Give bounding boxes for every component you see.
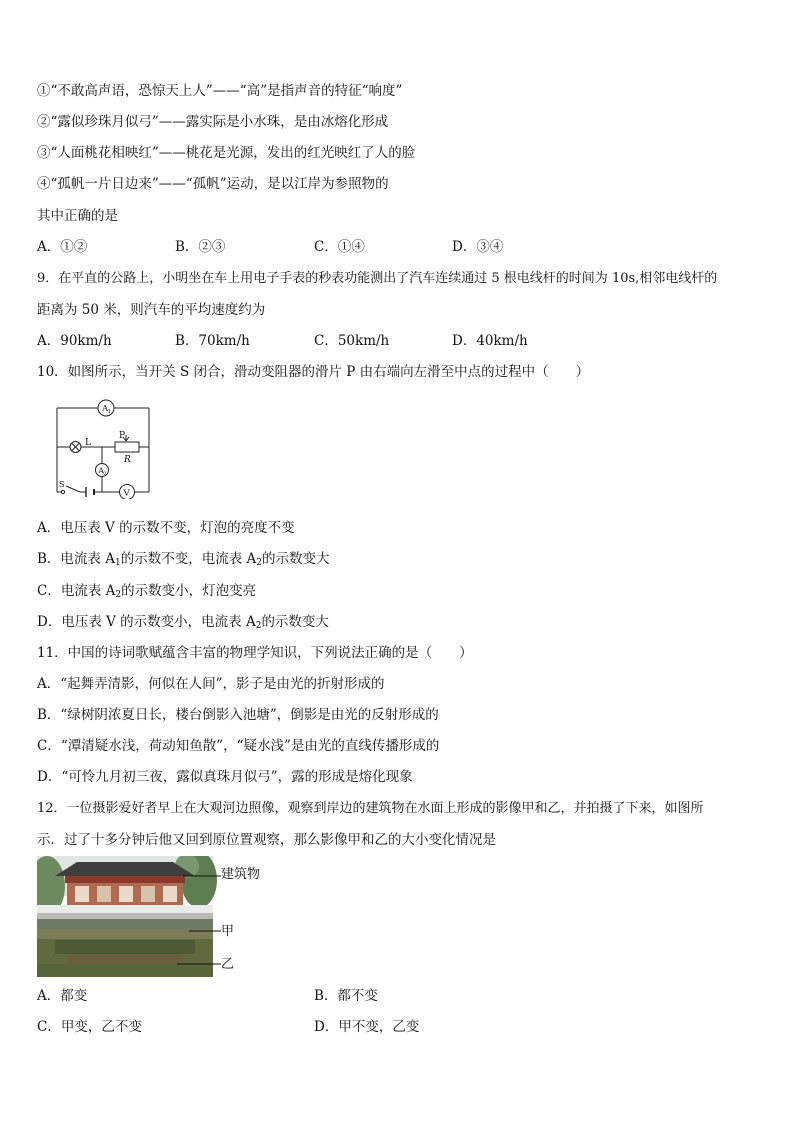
q11-stem: 11．中国的诗词歌赋蕴含丰富的物理学知识，下列说法正确的是（ ）	[37, 645, 473, 661]
q12-option-c[interactable]: C．甲变，乙不变	[37, 1019, 142, 1035]
q9-option-b[interactable]: B．70km/h	[175, 333, 250, 349]
q12-option-d[interactable]: D．甲不变，乙变	[314, 1019, 420, 1035]
q9-option-c[interactable]: C．50km/h	[314, 333, 390, 349]
q8-statement-1: ①“不敢高声语，恐惊天上人”——“高”是指声音的特征“响度”	[37, 83, 403, 99]
q12-option-a[interactable]: A．都变	[37, 988, 88, 1004]
building-reflection-photo	[37, 856, 273, 978]
q8-option-d[interactable]: D．③④	[452, 239, 504, 255]
svg-text:1: 1	[107, 409, 111, 415]
q9-option-a[interactable]: A．90km/h	[37, 333, 112, 349]
q8-option-c[interactable]: C．①④	[314, 239, 365, 255]
circuit-diagram	[50, 395, 156, 499]
jia-label: 甲	[221, 924, 235, 939]
q10-option-d[interactable]: D．电压表 V 的示数变小，电流表 $A_2$的示数变大	[37, 614, 329, 631]
q9-stem-line-2: 距离为 50 米，则汽车的平均速度约为	[37, 302, 266, 318]
q8-option-b[interactable]: B．②③	[175, 239, 226, 255]
q11-option-b[interactable]: B．“绿树阴浓夏日长，楼台倒影入池塘”，倒影是由光的反射形成的	[37, 707, 439, 723]
q11-option-c[interactable]: C．“潭清疑水浅，荷动知鱼散”，“疑水浅”是由光的直线传播形成的	[37, 738, 440, 754]
q12-stem-line-2: 示．过了十多分钟后他又回到原位置观察，那么影像甲和乙的大小变化情况是	[37, 832, 496, 848]
building-label: 建筑物	[221, 867, 261, 882]
q8-prompt: 其中正确的是	[37, 208, 118, 224]
q12-option-b[interactable]: B．都不变	[314, 988, 378, 1004]
r-label: R	[124, 455, 131, 465]
q11-option-d[interactable]: D．“可怜九月初三夜，露似真珠月似弓”，露的形成是熔化现象	[37, 769, 413, 785]
q8-statement-2: ②“露似珍珠月似弓”——露实际是小水珠，是由冰熔化形成	[37, 114, 389, 130]
q10-option-a[interactable]: A．电压表 V 的示数不变，灯泡的亮度不变	[37, 520, 295, 536]
v-letter: V	[123, 488, 130, 499]
s-label: S	[59, 480, 65, 489]
a2-letter: A	[98, 466, 104, 475]
q8-statement-4: ④“孤帆一片日边来”——“孤帆”运动，是以江岸为参照物的	[37, 176, 389, 192]
q9-stem-line-1: 9．在平直的公路上，小明坐在车上用电子手表的秒表功能测出了汽车连续通过 5 根电线杆的时间为 10s,相邻电线杆的	[37, 271, 718, 286]
q10-option-b[interactable]: B．电流表 $A_1$的示数不变，电流表 $A_2$的示数变大	[37, 551, 330, 568]
q10-stem: 10．如图所示，当开关 S 闭合，滑动变阻器的滑片 P 由右端向左滑至中点的过程中（ ）	[37, 364, 590, 380]
svg-text:2: 2	[103, 471, 107, 477]
q8-statement-3: ③“人面桃花相映红”——桃花是光源，发出的红光映红了人的脸	[37, 145, 416, 161]
q8-option-a[interactable]: A．①②	[37, 239, 88, 255]
l-label: L	[85, 438, 91, 448]
q11-option-a[interactable]: A．“起舞弄清影，何似在人间”，影子是由光的折射形成的	[37, 676, 385, 692]
yi-label: 乙	[221, 957, 235, 972]
q9-option-d[interactable]: D．40km/h	[452, 333, 528, 349]
q12-stem-line-1: 12．一位摄影爱好者早上在大观河边照像，观察到岸边的建筑物在水面上形成的影像甲和乙，并拍摄了下来，如图所	[37, 801, 704, 816]
p-label: P	[119, 431, 126, 441]
q10-option-c[interactable]: C．电流表 $A_2$的示数变小，灯泡变亮	[37, 583, 257, 600]
a1-letter: A	[102, 404, 109, 414]
